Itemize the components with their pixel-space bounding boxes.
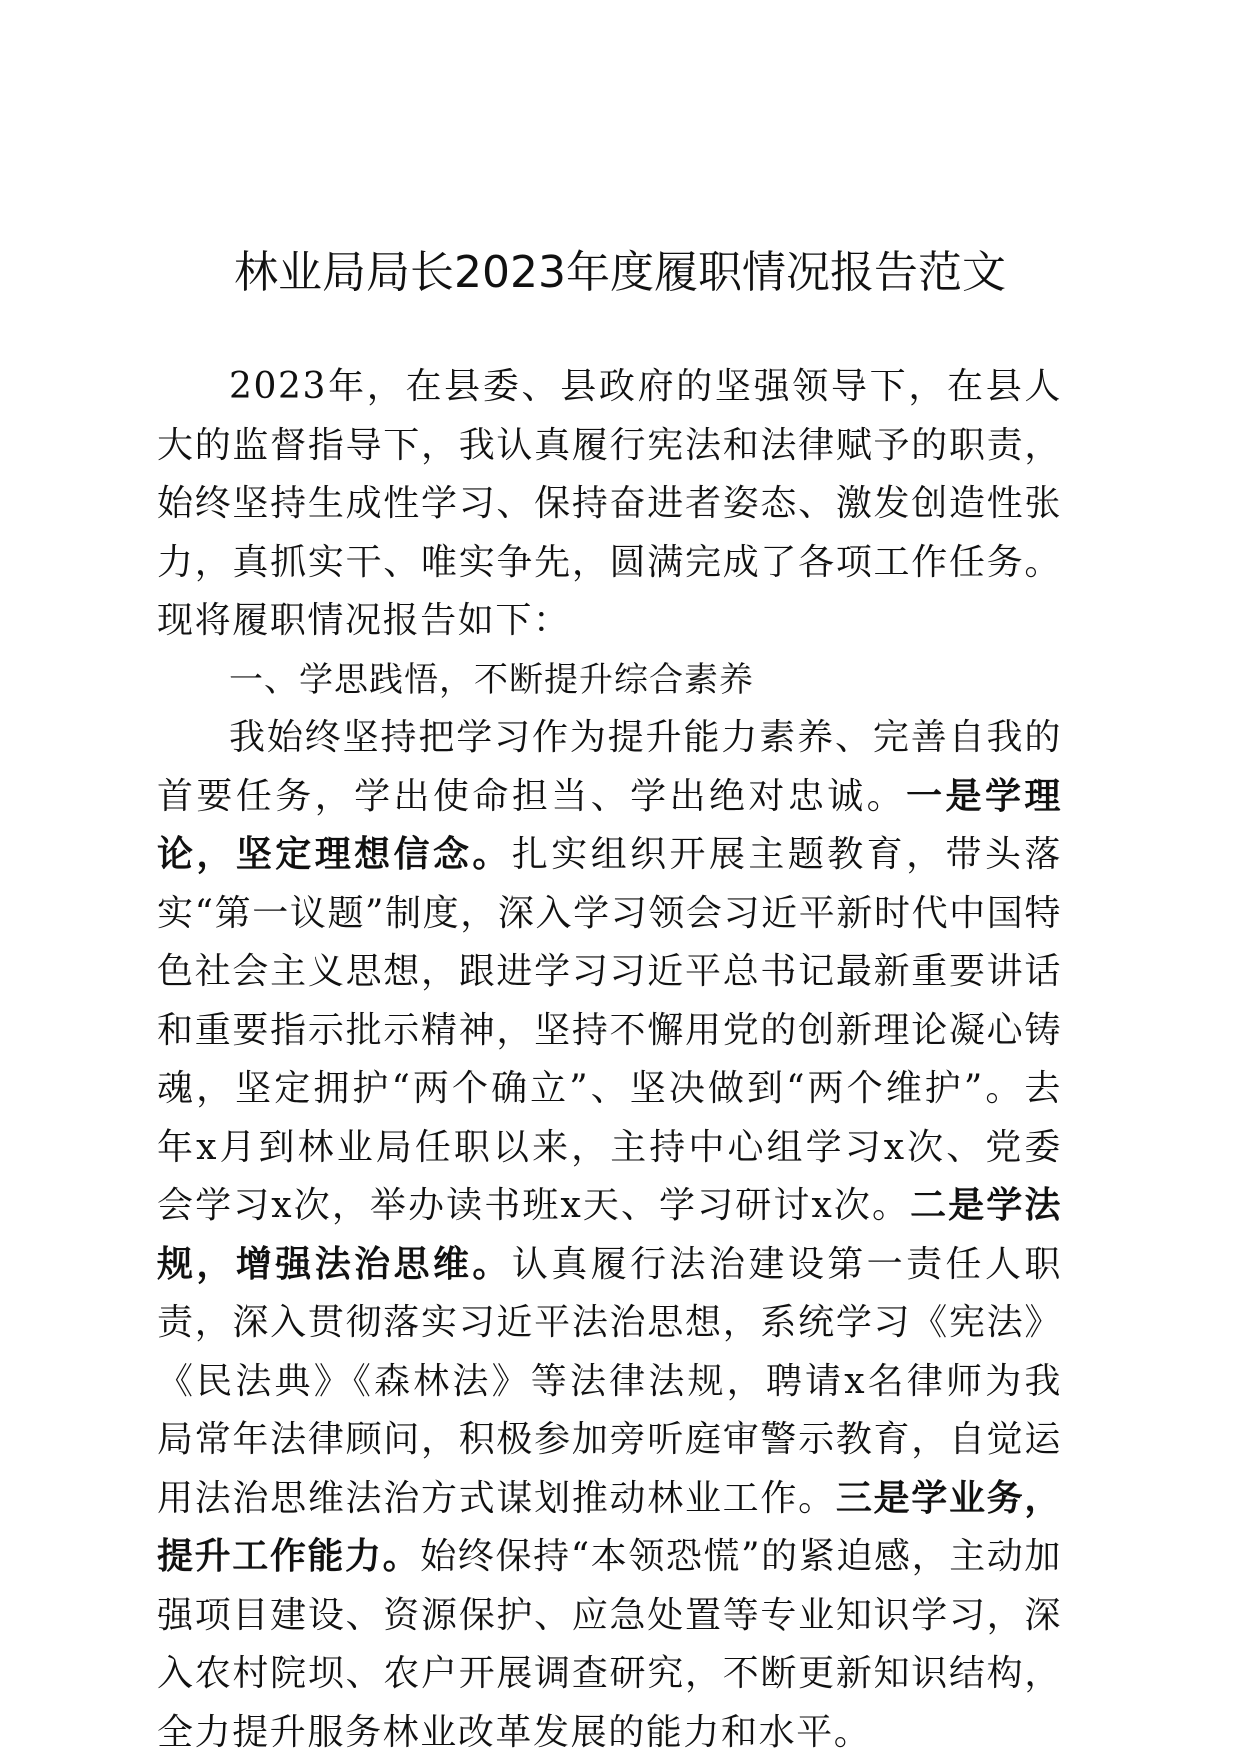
document-title: 林业局局长2023年度履职情况报告范文 <box>234 247 1006 298</box>
intro-paragraph: 2023年，在县委、县政府的坚强领导下，在县人大的监督指导下，我认真履行宪法和法律赋予的职责，始终坚持生成性学习、保持奋进者姿态、激发创造性张力，真抓实干、唯实争先，圆满完成了各项工作任务。现将履职情况报告如下： <box>157 366 1062 641</box>
section-paragraph <box>157 709 1062 1762</box>
paragraph-lead-text: 我始终坚持把学习作为提升能力素养、完善自我的首要任务，学出使命担当、学出绝对忠诚。 <box>157 717 1062 817</box>
point-two-text: 认真履行法治建设第一责任人职责，深入贯彻落实习近平法治思想，系统学习《宪法》《民法典》《森林法》等法律法规，聘请x名律师为我局常年法律顾问，积极参加旁听庭审警示教育，自觉运用法治思维法治方式谋划推动林业工作。 <box>157 1243 1062 1519</box>
document-body <box>157 358 1062 1762</box>
bold-point-three: 三是学业务，提升工作能力。 <box>157 1477 1062 1577</box>
point-one-text: 扎实组织开展主题教育，带头落实“第一议题”制度，深入学习领会习近平新时代中国特色社会主义思想，跟进学习习近平总书记最新重要讲话和重要指示批示精神，坚持不懈用党的创新理论凝心铸魂，坚定拥护“两个确立”、坚决做到“两个维护”。去年x月到林业局任职以来，主持中心组学习x次、党委会学习x次，举办读书班x天、学习研讨x次。 <box>157 834 1062 1226</box>
section-heading: 一、学思践悟，不断提升综合素养 <box>229 659 754 700</box>
bold-point-two: 二是学法规，增强法治思维。 <box>157 1185 1062 1285</box>
bold-point-one: 一是学理论，坚定理想信念。 <box>157 775 1062 875</box>
point-three-text: 始终保持“本领恐慌”的紧迫感，主动加强项目建设、资源保护、应急处置等专业知识学习，深入农村院坝、农户开展调查研究，不断更新知识结构，全力提升服务林业改革发展的能力和水平。 <box>157 1536 1063 1753</box>
